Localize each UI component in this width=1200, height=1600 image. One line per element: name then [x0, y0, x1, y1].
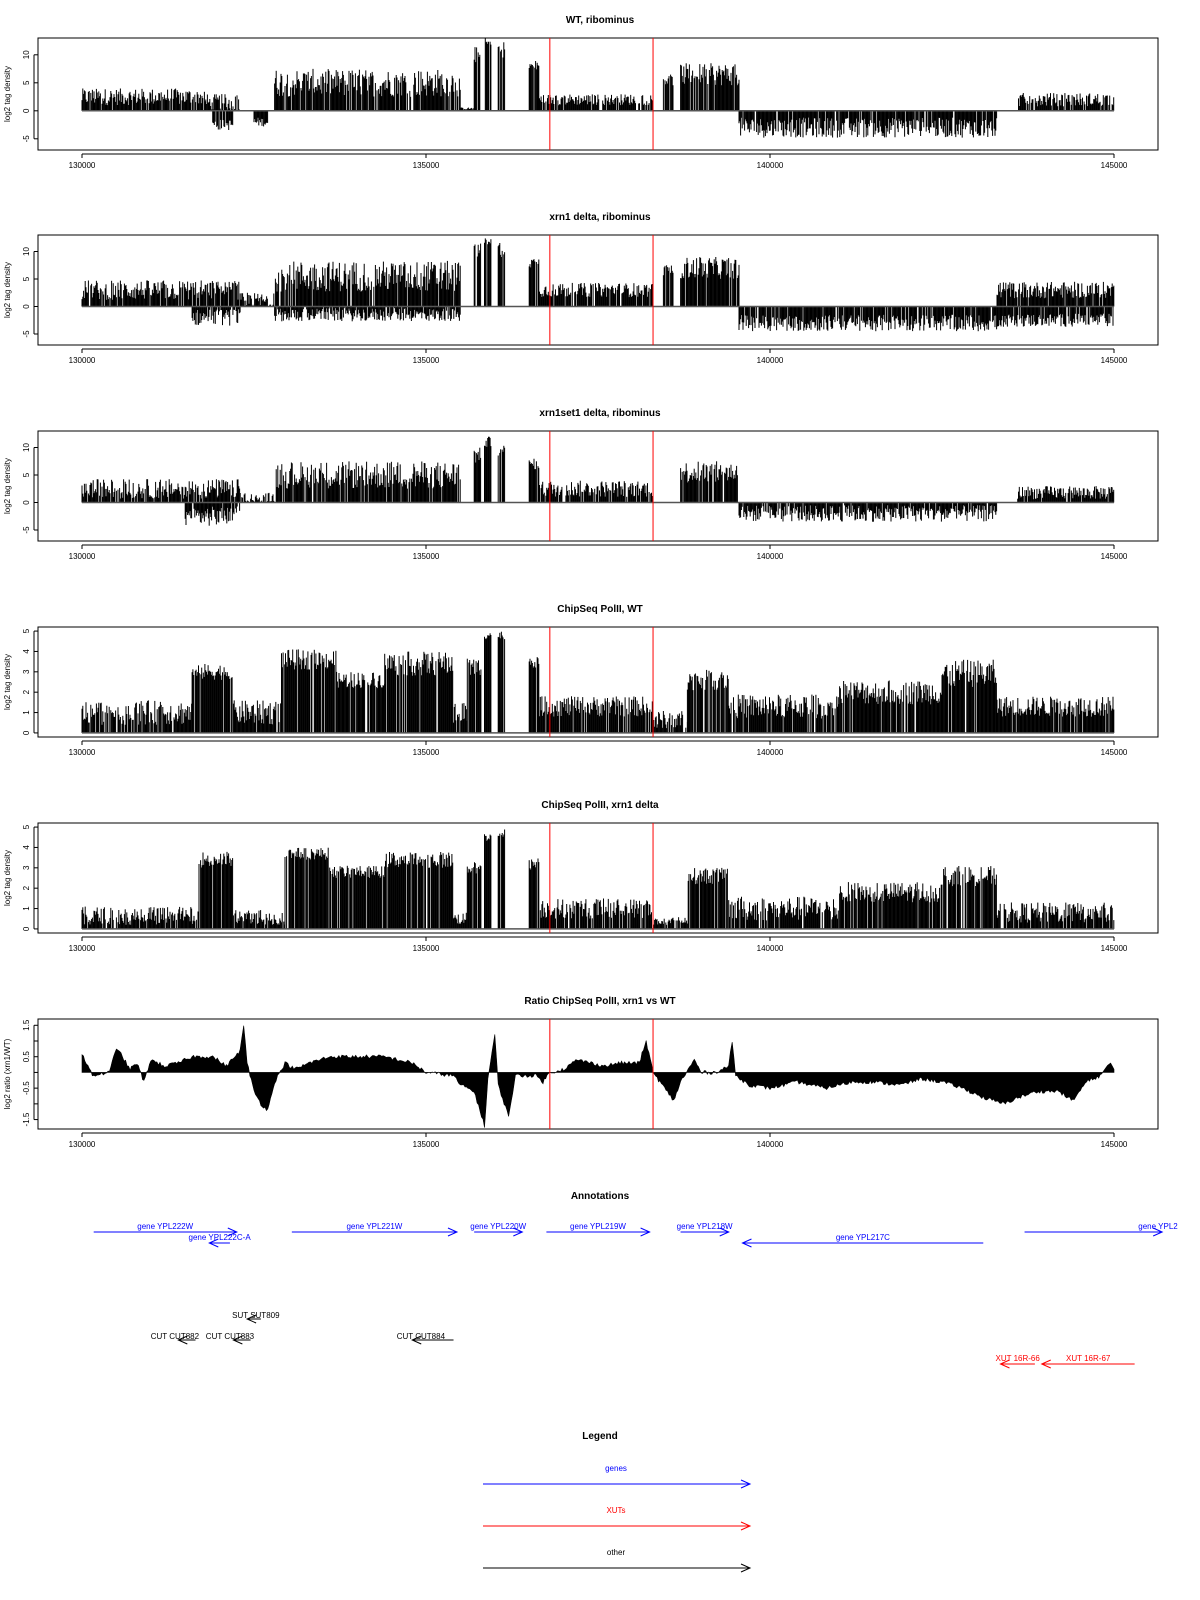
- chart-title: xrn1set1 delta, ribominus: [539, 408, 661, 419]
- x-tick-label: 140000: [756, 944, 784, 953]
- y-tick-label: 4: [22, 845, 31, 850]
- signal-bars: [82, 437, 1114, 526]
- y-tick-label: 1: [22, 710, 31, 715]
- legend-label: XUTs: [606, 1506, 626, 1515]
- signal-bars: [82, 38, 1114, 137]
- x-tick-label: 135000: [412, 1140, 440, 1149]
- plot-body: [82, 38, 1114, 150]
- chart-panel-4: [3, 604, 1158, 757]
- signal-bars: [82, 632, 1114, 733]
- y-tick-label: 5: [22, 276, 31, 282]
- other-label: CUT CUT882: [150, 1332, 200, 1341]
- y-axis: [3, 247, 38, 338]
- legend-arrow-XUTs: [483, 1522, 750, 1530]
- y-tick-label: 0: [22, 304, 31, 309]
- y-tick-label: 0: [22, 730, 31, 736]
- x-axis: [69, 545, 1128, 561]
- x-axis: [69, 937, 1128, 953]
- gene-label: gene YPL2: [1138, 1222, 1178, 1231]
- ratio-area: [82, 1026, 1114, 1128]
- plot-body: [82, 431, 1114, 541]
- y-axis: [3, 1019, 38, 1126]
- y-axis: [3, 824, 38, 931]
- y-tick-label: -5: [22, 526, 31, 534]
- y-tick-label: 2: [22, 885, 31, 891]
- y-tick-label: 0: [22, 500, 31, 505]
- x-tick-label: 130000: [68, 356, 96, 365]
- y-tick-label: 0: [22, 108, 31, 114]
- y-axis-label: log2 tag density: [3, 849, 12, 907]
- x-axis: [69, 1133, 1128, 1149]
- y-tick-label: 0: [22, 926, 31, 932]
- chart-panel-1: [3, 15, 1158, 170]
- y-tick-label: 0.5: [22, 1051, 31, 1063]
- chart-title: xrn1 delta, ribominus: [549, 212, 651, 223]
- x-tick-label: 145000: [1100, 748, 1128, 757]
- x-tick-label: 140000: [756, 161, 784, 170]
- y-axis-label: log2 tag density: [3, 457, 12, 515]
- y-tick-label: 10: [22, 50, 31, 60]
- x-tick-label: 130000: [68, 944, 96, 953]
- x-tick-label: 135000: [412, 944, 440, 953]
- xut-label: XUT 16R-66: [995, 1354, 1040, 1363]
- x-tick-label: 140000: [756, 1140, 784, 1149]
- y-tick-label: 1: [22, 906, 31, 911]
- legend-label: genes: [605, 1464, 627, 1473]
- x-axis: [69, 349, 1128, 365]
- x-tick-label: 130000: [68, 1140, 96, 1149]
- x-tick-label: 130000: [68, 748, 96, 757]
- legend-label: other: [606, 1548, 626, 1557]
- x-tick-label: 135000: [412, 356, 440, 365]
- x-axis: [69, 741, 1128, 757]
- y-tick-label: 10: [22, 443, 31, 452]
- y-tick-label: 2: [22, 689, 31, 695]
- x-tick-label: 145000: [1100, 356, 1128, 365]
- x-tick-label: 145000: [1100, 1140, 1128, 1149]
- y-tick-label: 5: [22, 80, 31, 86]
- xut-label: XUT 16R-67: [1066, 1354, 1111, 1363]
- x-tick-label: 130000: [68, 552, 96, 561]
- y-axis: [3, 628, 38, 735]
- y-tick-label: 3: [22, 669, 31, 675]
- gene-label: gene YPL220W: [470, 1222, 527, 1231]
- chart-panel-5: [3, 800, 1158, 953]
- x-tick-label: 145000: [1100, 552, 1128, 561]
- chart-title: ChipSeq PolII, WT: [557, 604, 643, 615]
- x-axis: [69, 154, 1128, 170]
- y-axis-label: log2 tag density: [3, 65, 12, 123]
- chart-panel-3: [3, 408, 1158, 561]
- y-tick-label: 10: [22, 247, 31, 256]
- y-tick-label: 3: [22, 865, 31, 871]
- x-tick-label: 135000: [412, 552, 440, 561]
- x-tick-label: 140000: [756, 552, 784, 561]
- plot-frame: [38, 431, 1158, 541]
- legend-arrow-genes: [483, 1480, 750, 1488]
- gene-label: gene YPL219W: [570, 1222, 626, 1231]
- legend-arrow-other: [483, 1564, 750, 1572]
- y-axis: [3, 443, 38, 534]
- gene-label: gene YPL218W: [676, 1222, 733, 1231]
- signal-bars: [82, 830, 1114, 929]
- x-tick-label: 140000: [756, 356, 784, 365]
- y-tick-label: -0.5: [22, 1081, 31, 1096]
- gene-label: gene YPL222W: [137, 1222, 194, 1231]
- y-tick-label: 1.5: [22, 1019, 31, 1031]
- chart-title: ChipSeq PolII, xrn1 delta: [541, 800, 659, 811]
- y-tick-label: -5: [22, 330, 31, 338]
- other-label: CUT CUT884: [396, 1332, 446, 1341]
- signal-bars: [82, 238, 1114, 331]
- gene-label: gene YPL217C: [835, 1233, 890, 1242]
- other-label: CUT CUT883: [205, 1332, 255, 1341]
- chart-title: Ratio ChipSeq PolII, xrn1 vs WT: [524, 996, 676, 1007]
- gene-label: gene YPL221W: [346, 1222, 403, 1231]
- gene-label: gene YPL222C-A: [188, 1233, 251, 1242]
- y-axis-label: log2 ratio (xrn1/WT): [3, 1038, 12, 1110]
- legend-title: Legend: [582, 1431, 618, 1442]
- y-tick-label: 4: [22, 649, 31, 654]
- other-label: SUT SUT809: [232, 1311, 280, 1320]
- plot-body: [82, 235, 1114, 345]
- chart-panel-6: [3, 996, 1158, 1149]
- x-tick-label: 145000: [1100, 161, 1128, 170]
- y-tick-label: -5: [22, 135, 31, 143]
- annotations-panel: [94, 1191, 1179, 1368]
- y-axis: [3, 50, 38, 143]
- x-tick-label: 140000: [756, 748, 784, 757]
- plot-body: [82, 1019, 1114, 1129]
- y-tick-label: 5: [22, 628, 31, 634]
- plot-frame: [38, 38, 1158, 150]
- x-tick-label: 135000: [412, 161, 440, 170]
- annotations-title: Annotations: [570, 1191, 630, 1202]
- y-tick-label: -1.5: [22, 1112, 31, 1127]
- legend-panel: [483, 1431, 750, 1572]
- x-tick-label: 130000: [68, 161, 96, 170]
- y-tick-label: 5: [22, 824, 31, 830]
- plot-body: [82, 627, 1114, 737]
- chart-panel-2: [3, 212, 1158, 365]
- chart-title: WT, ribominus: [565, 15, 635, 26]
- x-tick-label: 145000: [1100, 944, 1128, 953]
- x-tick-label: 135000: [412, 748, 440, 757]
- y-axis-label: log2 tag density: [3, 653, 12, 711]
- plot-body: [82, 823, 1114, 933]
- y-tick-label: 5: [22, 472, 31, 478]
- y-axis-label: log2 tag density: [3, 261, 12, 319]
